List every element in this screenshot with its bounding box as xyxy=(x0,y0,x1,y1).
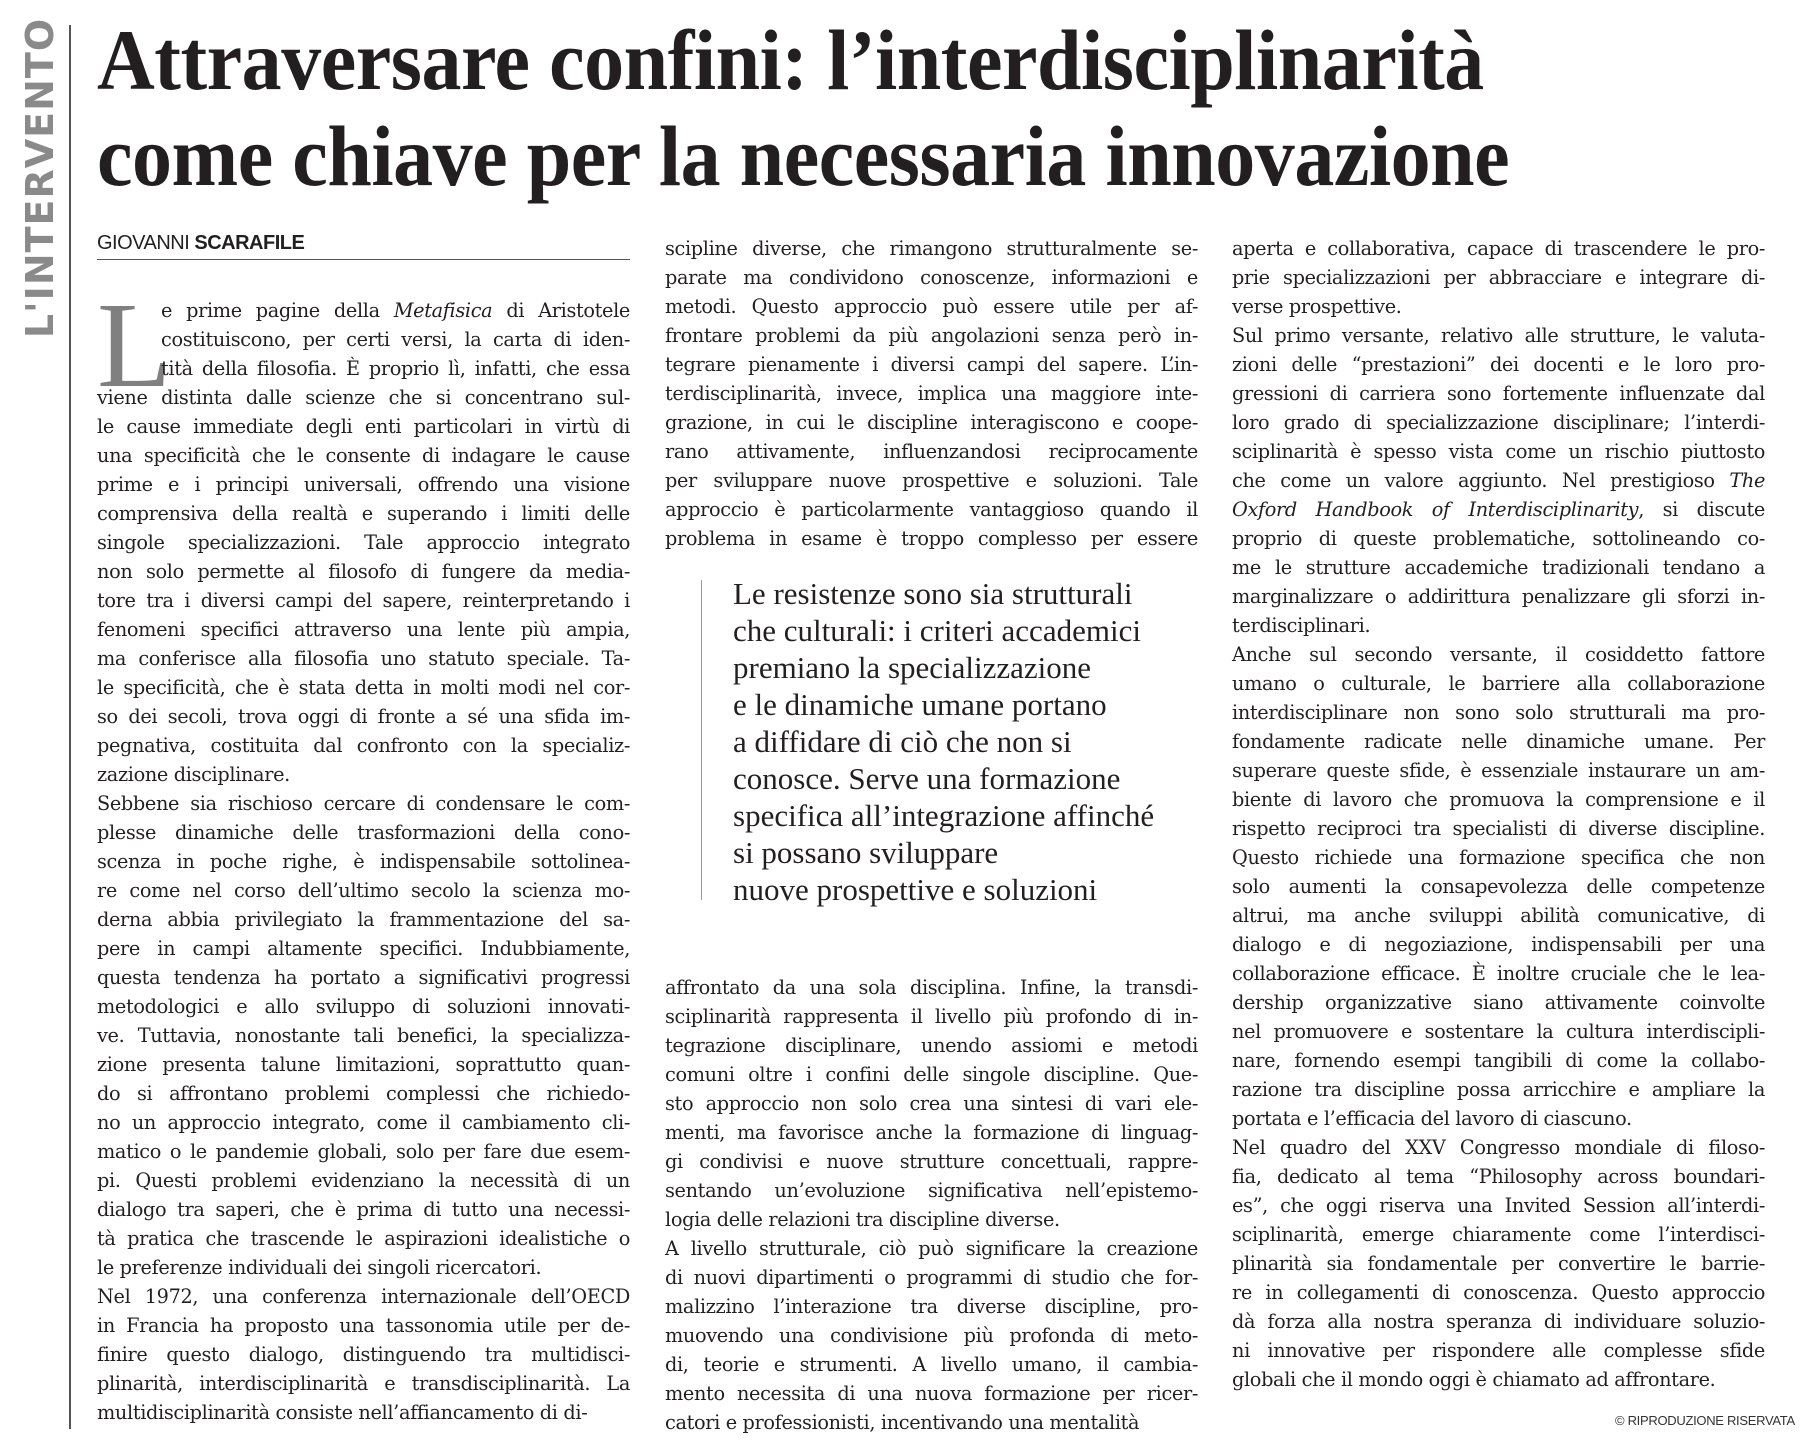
text-line: affrontato da una sola disciplina. Infine, la transdi- xyxy=(665,976,1198,999)
text-line: razione tra discipline possa arricchire e ampliare la xyxy=(1232,1078,1765,1101)
drop-cap: L xyxy=(97,278,172,413)
text-line: approccio è particolarmente vantaggioso quando il xyxy=(665,498,1198,521)
text-line: metodologici e allo sviluppo di soluzioni innovati- xyxy=(97,995,630,1018)
text-line: malizzino l’interazione tra diverse discipline, pro- xyxy=(665,1295,1198,1318)
text-line: sto approccio non solo crea una sintesi di vari ele- xyxy=(665,1092,1198,1115)
text-line: superare queste sfide, è essenziale instaurare un am- xyxy=(1232,759,1765,782)
text-line: prime e i principi universali, offrendo una visione xyxy=(97,473,630,496)
pull-quote-rule xyxy=(701,580,702,900)
text-line: me le strutture accademiche tradizionali tendano a xyxy=(1232,556,1765,579)
text-line: di, teorie e strumenti. A livello umano, il cambia- xyxy=(665,1353,1198,1376)
text-line: nare, fornendo esempi tangibili di come la collabo- xyxy=(1232,1049,1765,1072)
text-line: fenomeni specifici attraverso una lente più ampia, xyxy=(97,618,630,641)
text-line: fondamente radicate nelle dinamiche umane. Per xyxy=(1232,730,1765,753)
headline-line-2: come chiave per la necessaria innovazione xyxy=(97,108,1510,204)
text-line: derna abbia privilegiato la frammentazione del sa- xyxy=(97,908,630,931)
text-line: costituiscono, per certi versi, la carta di iden- xyxy=(161,328,630,351)
text-line: biente di lavoro che promuova la comprensione e il xyxy=(1232,788,1765,811)
headline xyxy=(97,12,1747,204)
text-line: scenza in poche righe, è indispensabile sottolinea- xyxy=(97,850,630,873)
text-line: sciplinarità è spesso vista come un rischio piuttosto xyxy=(1232,440,1765,463)
text-line: una specificità che le consente di indagare le cause xyxy=(97,444,630,467)
text-line: no un approccio integrato, come il cambiamento cli- xyxy=(97,1111,630,1134)
text-line: sciplinarità, emerge chiaramente come l’interdisci- xyxy=(1232,1223,1765,1246)
text-line: zione presenta talune limitazioni, soprattutto quan- xyxy=(97,1053,630,1076)
pull-quote-line: che culturali: i criteri accademici xyxy=(733,613,1141,648)
text-line: matico o le pandemie globali, solo per fare due esem- xyxy=(97,1140,630,1163)
book-title: Metafisica xyxy=(393,299,493,322)
pull-quote-line: specifica all’integrazione affinché xyxy=(733,798,1155,833)
section-kicker xyxy=(18,17,62,338)
text-line: aperta e collaborativa, capace di trascendere le pro- xyxy=(1232,237,1765,260)
book-title: Oxford Handbook of Interdisciplinarity xyxy=(1232,498,1639,521)
text-line: Anche sul secondo versante, il cosiddetto fattore xyxy=(1232,643,1765,666)
copyright-notice: © RIPRODUZIONE RISERVATA xyxy=(1615,1413,1795,1428)
text-line: es”, che oggi riserva una Invited Session all’interdi- xyxy=(1232,1194,1765,1217)
text-line: dà forza alla nostra speranza di individuare soluzio- xyxy=(1232,1310,1765,1333)
book-title: The xyxy=(1729,469,1765,492)
text-line: Sebbene sia rischioso cercare di condensare le com- xyxy=(97,792,630,815)
pull-quote-line: nuove prospettive e soluzioni xyxy=(733,872,1098,907)
text-line: per sviluppare nuove prospettive e soluzioni. Tale xyxy=(665,469,1198,492)
text-line: Sul primo versante, relativo alle strutture, le valuta- xyxy=(1232,324,1765,347)
text-line: tegrazione disciplinare, unendo assiomi e metodi xyxy=(665,1034,1198,1057)
text-line: sciplinarità rappresenta il livello più profondo di in- xyxy=(665,1005,1198,1028)
text-line: plinarità sia fondamentale per convertire le barrie- xyxy=(1232,1252,1765,1275)
text-line: multidisciplinarità consiste nell’affiancamento di di- xyxy=(97,1401,588,1424)
text-line: parate ma condividono conoscenze, informazioni e xyxy=(665,266,1198,289)
article-column-1 xyxy=(97,278,630,1427)
text-line: questa tendenza ha portato a significativi progressi xyxy=(97,966,630,989)
text-line: problema in esame è troppo complesso per essere xyxy=(665,527,1198,550)
text-line: loro grado di specializzazione disciplinare; l’interdi- xyxy=(1232,411,1765,434)
text-line: globali che il mondo oggi è chiamato ad affrontare. xyxy=(1232,1368,1716,1391)
text-line: terdisciplinari. xyxy=(1232,614,1371,637)
text-line: tà pratica che trascende le aspirazioni idealistiche o xyxy=(97,1227,630,1250)
text-line: le specificità, che è stata detta in molti modi nel cor- xyxy=(97,676,630,699)
text-line: tità della filosofia. È proprio lì, infatti, che essa xyxy=(161,357,630,380)
text-line: marginalizzare o addirittura penalizzare gli sforzi in- xyxy=(1232,585,1765,608)
text-line: ve. Tuttavia, nonostante tali benefici, la specializza- xyxy=(97,1024,630,1047)
headline-line-1: Attraversare confini: l’interdisciplinarità xyxy=(97,12,1484,108)
text-line: A livello strutturale, ciò può significare la creazione xyxy=(665,1237,1198,1260)
text-line: in Francia ha proposto una tassonomia utile per de- xyxy=(97,1314,630,1337)
text-line: ni innovative per rispondere alle complesse sfide xyxy=(1232,1339,1765,1362)
text-line: e prime pagine della Metafisica di Aristotele xyxy=(161,299,630,322)
text-line: collaborazione efficace. È inoltre cruciale che le lea- xyxy=(1232,962,1765,985)
text-line: zioni delle “prestazioni” dei docenti e le loro pro- xyxy=(1232,353,1765,376)
text-line: tegrare pienamente i diversi campi del sapere. L’in- xyxy=(665,353,1198,376)
pull-quote-line: a diffidare di ciò che non si xyxy=(733,724,1072,759)
text-line: Oxford Handbook of Interdisciplinarity, si discute xyxy=(1232,498,1765,521)
text-line: dership organizzative siano attivamente coinvolte xyxy=(1232,991,1765,1014)
text-line: Nel 1972, una conferenza internazionale dell’OECD xyxy=(97,1285,630,1308)
pull-quote-line: conosce. Serve una formazione xyxy=(733,761,1121,796)
text-line: menti, ma favorisce anche la formazione di linguag- xyxy=(665,1121,1198,1144)
author-last-name: SCARAFILE xyxy=(194,232,305,254)
text-line: nel promuovere e sostentare la cultura interdiscipli- xyxy=(1232,1020,1765,1043)
text-line: pegnativa, costituita dal confronto con la specializ- xyxy=(97,734,630,757)
text-line: do si affrontano problemi complessi che richiedo- xyxy=(97,1082,630,1105)
text-line: interdisciplinare non sono solo strutturali ma pro- xyxy=(1232,701,1765,724)
pull-quote-line: e le dinamiche umane portano xyxy=(733,687,1107,722)
article-column-2-top xyxy=(665,234,1198,553)
text-line: logia delle relazioni tra discipline diverse. xyxy=(665,1208,1060,1231)
text-line: altrui, ma anche sviluppi abilità comunicative, di xyxy=(1232,904,1765,927)
text-line: che come un valore aggiunto. Nel prestigioso The xyxy=(1232,469,1765,492)
text-line: singole specializzazioni. Tale approccio integrato xyxy=(97,531,630,554)
pull-quote xyxy=(733,575,1233,908)
text-line: solo aumenti la consapevolezza delle competenze xyxy=(1232,875,1765,898)
text-line: gressioni di carriera sono fortemente influenzate dal xyxy=(1232,382,1765,405)
article-column-2-bottom xyxy=(665,973,1198,1437)
text-line: Nel quadro del XXV Congresso mondiale di filoso- xyxy=(1232,1136,1765,1159)
text-line: gi condivisi e nuove strutture concettuali, rappre- xyxy=(665,1150,1198,1173)
text-line: umano o culturale, le barriere alla collaborazione xyxy=(1232,672,1765,695)
byline xyxy=(97,232,630,260)
text-line: finire questo dialogo, distinguendo tra multidisci- xyxy=(97,1343,630,1366)
text-line: re in collegamenti di conoscenza. Questo approccio xyxy=(1232,1281,1765,1304)
text-line: frontare problemi da più angolazioni senza però in- xyxy=(665,324,1198,347)
text-line: proprio di queste problematiche, sottolineando co- xyxy=(1232,527,1765,550)
text-line: fia, dedicato al tema “Philosophy across boundari- xyxy=(1232,1165,1765,1188)
text-line: rano attivamente, influenzandosi reciprocamente xyxy=(665,440,1198,463)
text-line: scipline diverse, che rimangono strutturalmente se- xyxy=(665,237,1198,260)
text-line: dialogo tra saperi, che è prima di tutto una necessi- xyxy=(97,1198,630,1221)
text-line: sentando un’evoluzione significativa nell’epistemo- xyxy=(665,1179,1198,1202)
text-line: plinarità, interdisciplinarità e transdisciplinarità. La xyxy=(97,1372,630,1395)
text-line: comuni oltre i confini delle singole discipline. Que- xyxy=(665,1063,1198,1086)
section-label: L'INTERVENTO xyxy=(18,17,62,338)
text-line: muovendo una condivisione più profonda di meto- xyxy=(665,1324,1198,1347)
text-line: pere in campi altamente specifici. Indubbiamente, xyxy=(97,937,630,960)
text-line: plesse dinamiche delle trasformazioni della cono- xyxy=(97,821,630,844)
text-line: portata e l’efficacia del lavoro di ciascuno. xyxy=(1232,1107,1632,1130)
text-line: comprensiva della realtà e superando i limiti delle xyxy=(97,502,630,525)
text-line: non solo permette al filosofo di fungere da media- xyxy=(97,560,630,583)
text-line: catori e professionisti, incentivando una mentalità xyxy=(665,1411,1140,1434)
text-line: le preferenze individuali dei singoli ricercatori. xyxy=(97,1256,542,1279)
text-line: prie specializzazioni per abbracciare e integrare di- xyxy=(1232,266,1765,289)
text-line: ma conferisce alla filosofia uno statuto speciale. Ta- xyxy=(97,647,630,670)
text-line: re come nel corso dell’ultimo secolo la scienza mo- xyxy=(97,879,630,902)
text-line: verse prospettive. xyxy=(1232,295,1402,318)
text-line: tore tra i diversi campi del sapere, reinterpretando i xyxy=(97,589,630,612)
text-line: viene distinta dalle scienze che si concentrano sul- xyxy=(97,386,630,409)
text-line: zazione disciplinare. xyxy=(97,763,290,786)
pull-quote-line: premiano la specializzazione xyxy=(733,650,1092,685)
text-line: mento necessita di una nuova formazione per ricer- xyxy=(665,1382,1198,1405)
vertical-divider xyxy=(69,25,71,1429)
text-line: pi. Questi problemi evidenziano la necessità di un xyxy=(97,1169,630,1192)
pull-quote-line: Le resistenze sono sia strutturali xyxy=(733,576,1133,611)
author-first-name: GIOVANNI xyxy=(97,232,190,254)
text-line: rispetto reciproci tra specialisti di diverse discipline. xyxy=(1232,817,1765,840)
text-line: di nuovi dipartimenti o programmi di studio che for- xyxy=(665,1266,1198,1289)
text-line: le cause immediate degli enti particolari in virtù di xyxy=(97,415,630,438)
article-column-3 xyxy=(1232,234,1765,1394)
text-line: Questo richiede una formazione specifica che non xyxy=(1232,846,1765,869)
pull-quote-line: si possano sviluppare xyxy=(733,835,999,870)
text-line: terdisciplinarità, invece, implica una maggiore inte- xyxy=(665,382,1198,405)
text-line: so dei secoli, trova oggi di fronte a sé una sfida im- xyxy=(97,705,630,728)
text-line: metodi. Questo approccio può essere utile per af- xyxy=(665,295,1198,318)
text-line: grazione, in cui le discipline interagiscono e coope- xyxy=(665,411,1198,434)
text-line: dialogo e di negoziazione, indispensabili per una xyxy=(1232,933,1765,956)
